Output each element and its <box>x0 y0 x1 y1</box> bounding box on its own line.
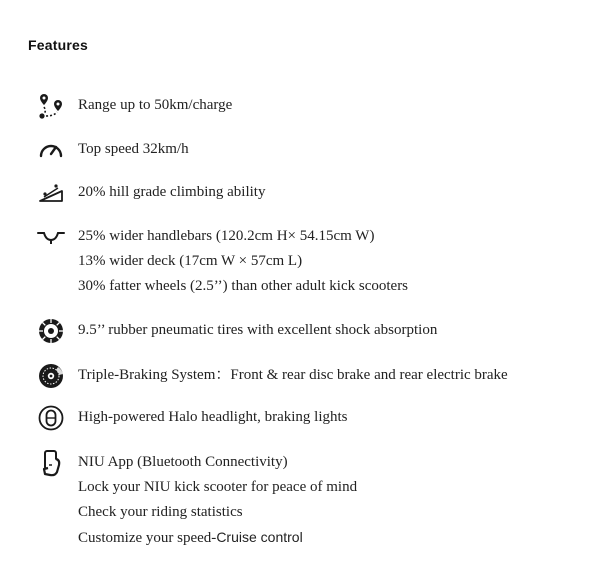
feature-speed-text: Top speed 32km/h <box>78 141 189 157</box>
feature-stats-text: Check your riding statistics <box>78 504 243 520</box>
route-pin-icon <box>36 91 66 121</box>
feature-hill-text: 20% hill grade climbing ability <box>78 184 266 200</box>
headlight-icon <box>36 403 66 433</box>
feature-handlebar-text: 25% wider handlebars (120.2cm H× 54.15cm W) <box>78 228 375 244</box>
feature-range-text: Range up to 50km/charge <box>78 97 233 113</box>
feature-app-text: NIU App (Bluetooth Connectivity) <box>78 454 288 470</box>
speed-control-prefix: Customize your speed- <box>78 530 217 546</box>
handlebar-icon <box>36 222 66 252</box>
feature-tires-text: 9.5’’ rubber pneumatic tires with excellent shock absorption <box>78 322 438 338</box>
feature-headlight-text: High-powered Halo headlight, braking lights <box>78 409 348 425</box>
speedometer-icon <box>36 135 66 165</box>
cruise-control-label: Cruise control <box>216 529 303 545</box>
hill-slope-icon <box>36 177 66 207</box>
feature-deck-text: 13% wider deck (17cm W × 57cm L) <box>78 253 303 269</box>
feature-wheels-text: 30% fatter wheels (2.5’’) than other adult kick scooters <box>78 278 409 294</box>
features-title: Features <box>28 37 88 53</box>
phone-app-icon <box>36 448 66 478</box>
feature-speed-control-text <box>78 525 357 550</box>
disc-brake-icon <box>36 361 66 391</box>
tire-icon <box>36 316 66 346</box>
feature-lock-text: Lock your NIU kick scooter for peace of mind <box>78 479 358 495</box>
feature-braking-text: Triple-Braking System：Front & rear disc brake and rear electric brake <box>78 367 508 383</box>
